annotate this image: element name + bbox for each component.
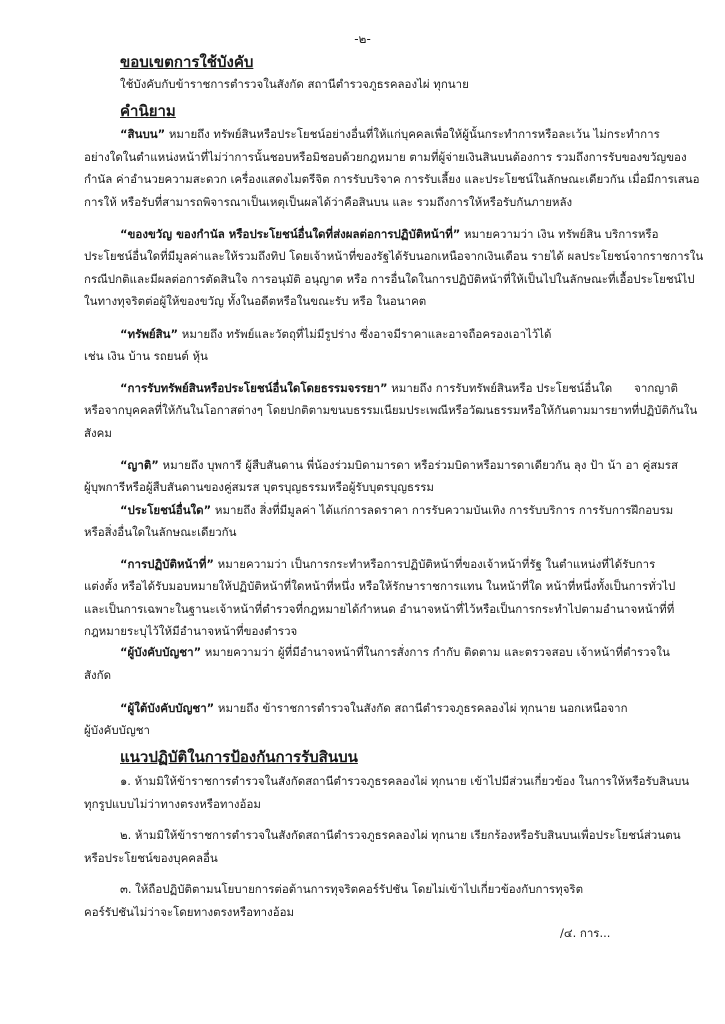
definition-term: “ของขวัญ ของกำนัล หรือประโยชน์อื่นใดที่ส่งผลต่อการปฏิบัติหน้าที่” — [120, 227, 461, 241]
definition-text: และเป็นการเฉพาะในฐานะเจ้าหน้าที่ตำรวจที่กฎหมายได้กำหนด อำนาจหน้าที่ไว้หรือเป็นการกระทำไปตามอำนาจหน้าที่ที่ — [84, 602, 675, 616]
definition-text: หมายถึง สิ่งที่มีมูลค่า ได้แก่การลดราคา การรับความบันเทิง การรับบริการ การรับการฝึกอบรม — [211, 503, 674, 517]
definition-text: กรณีปกติและมีผลต่อการตัดสินใจ การอนุมัติ อนุญาต หรือ การอื่นใดในการปฏิบัติหน้าที่ให้เป็นไปในลักษณะที่เอื้อประโยชน์ไป — [84, 272, 695, 286]
definition-text: หมายถึง การรับทรัพย์สินหรือ ประโยชน์อื่นใด จากญาติ — [387, 381, 679, 395]
guideline-text: ๓. ให้ถือปฏิบัติตามนโยบายการต่อต้านการทุจริตคอร์รัปชัน โดยไม่เข้าไปเกี่ยวข้องกับการทุจริต — [120, 882, 584, 896]
definition-text: อย่างใดในตำแหน่งหน้าที่ไม่ว่าการนั้นชอบหรือมิชอบด้วยกฎหมาย ตามที่ผู้จ่ายเงินสินบนต้องการ รวมถึงการรับของขวัญของ — [84, 150, 687, 164]
definition-text: หรือสิ่งอื่นใดในลักษณะเดียวกัน — [84, 525, 237, 539]
definition-text: ประโยชน์อื่นใดที่มีมูลค่าและให้รวมถึงทิป โดยเจ้าหน้าที่ของรัฐได้รับนอกเหนือจากเงินเดือน รายได้ ผลประโยชน์จากราชการใน — [84, 249, 704, 263]
definition-text: กำนัล ค่าอำนวยความสะดวก เครื่องแสดงไมตรีจิต การรับบริจาค การรับเลี้ยง และประโยชน์ในลักษณะเดียวกัน เมื่อมีการเสนอ — [84, 172, 700, 186]
definition-text: ในทางทุจริตต่อผู้ให้ของขวัญ ทั้งในอดีตหรือในขณะรับ หรือ ในอนาคต — [84, 294, 427, 308]
guideline-text: ๒. ห้ามมิให้ข้าราชการตำรวจในสังกัดสถานีตำรวจภูธรคลองไผ่ ทุกนาย เรียกร้องหรือรับสินบนเพื่อประโยชน์ส่วนตน — [120, 828, 681, 842]
definition-text: หมายความว่า ผู้ที่มีอำนาจหน้าที่ในการสั่งการ กำกับ ติดตาม และตรวจสอบ เจ้าหน้าที่ตำรวจใน — [201, 645, 670, 659]
definition-text: สังกัด — [84, 668, 112, 682]
definition-term: “การปฏิบัติหน้าที่” — [120, 557, 214, 571]
guideline-text: ทุกรูปแบบไม่ว่าทางตรงหรือทางอ้อม — [84, 797, 261, 811]
definition-text: ผู้บังคับบัญชา — [84, 723, 151, 737]
definition-text: การให้ หรือรับที่สามารถพิจารณาเป็นเหตุเป็นผลได้ว่าคือสินบน และ รวมถึงการให้หรือรับกันภายหลัง — [84, 195, 573, 209]
definition-text: เช่น เงิน บ้าน รถยนต์ หุ้น — [84, 349, 208, 363]
scope-text: ใช้บังคับกับข้าราชการตำรวจในสังกัด สถานีตำรวจภูธรคลองไผ่ ทุกนาย — [120, 77, 469, 91]
guideline-text: หรือประโยชน์ของบุคคลอื่น — [84, 851, 218, 865]
definition-text: หมายถึง ทรัพย์สินหรือประโยชน์อย่างอื่นที่ให้แก่บุคคลเพื่อให้ผู้นั้นกระทำการหรือละเว้น ไม่กระทำการ — [165, 127, 660, 141]
definition-text: หมายความว่า เป็นการกระทำหรือการปฏิบัติหน้าที่ของเจ้าหน้าที่รัฐ ในตำแหน่งที่ได้รับการ — [213, 557, 656, 571]
next-page-reference: /๔. การ... — [560, 926, 611, 940]
definition-term: “ญาติ” — [120, 458, 159, 472]
definition-term: “ผู้ใต้บังคับบัญชา” — [120, 701, 215, 715]
scope-heading: ขอบเขตการใช้บังคับ — [120, 53, 254, 71]
definition-term: “ทรัพย์สิน” — [120, 327, 179, 341]
definition-text: หมายถึง ข้าราชการตำรวจในสังกัด สถานีตำรวจภูธรคลองไผ่ ทุกนาย นอกเหนือจาก — [214, 701, 628, 715]
guideline-text: คอร์รัปชันไม่ว่าจะโดยทางตรงหรือทางอ้อม — [84, 905, 295, 919]
definition-text: แต่งตั้ง หรือได้รับมอบหมายให้ปฏิบัติหน้าที่ใดหน้าที่หนึ่ง หรือให้รักษาราชการแทน ในหน้าที่ใด หน้าที่หนึ่งทั้งเป็นการทั่วไป — [84, 579, 676, 593]
definition-text: สังคม — [84, 426, 112, 440]
definition-term: “ประโยชน์อื่นใด” — [120, 503, 212, 517]
definition-text: หมายถึง บุพการี ผู้สืบสันดาน พี่น้องร่วมบิดามารดา หรือร่วมบิดาหรือมารดาเดียวกัน ลุง ป้า น้า อา คู่สมรส — [158, 458, 679, 472]
definition-text: หมายถึง ทรัพย์และวัตถุที่ไม่มีรูปร่าง ซึ่งอาจมีราคาและอาจถือครองเอาไว้ได้ — [178, 327, 552, 341]
page-number: -๒- — [354, 32, 371, 46]
guidelines-heading: แนวปฏิบัติในการป้องกันการรับสินบน — [120, 748, 358, 766]
definition-term: “ผู้บังคับบัญชา” — [120, 645, 202, 659]
definition-text: กฎหมายระบุไว้ให้มีอำนาจหน้าที่ของตำรวจ — [84, 624, 298, 638]
definitions-heading: คำนิยาม — [120, 102, 176, 120]
definition-term: “การรับทรัพย์สินหรือประโยชน์อื่นใดโดยธรรมจรรยา” — [120, 381, 388, 395]
definition-term: “สินบน” — [120, 127, 166, 141]
definition-text: หรือจากบุคคลที่ให้กันในโอกาสต่างๆ โดยปกติตามขนบธรรมเนียมประเพณีหรือวัฒนธรรมหรือให้กันตามมารยาทที่ปฏิบัติกันใน — [84, 403, 698, 417]
definition-text: ผู้บุพการีหรือผู้สืบสันดานของคู่สมรส บุตรบุญธรรมหรือผู้รับบุตรบุญธรรม — [84, 480, 435, 494]
definition-text: หมายความว่า เงิน ทรัพย์สิน บริการหรือ — [460, 227, 659, 241]
guideline-text: ๑. ห้ามมิให้ข้าราชการตำรวจในสังกัดสถานีตำรวจภูธรคลองไผ่ ทุกนาย เข้าไปมีส่วนเกี่ยวข้อง ในการให้หรือรับสินบน — [120, 774, 690, 788]
